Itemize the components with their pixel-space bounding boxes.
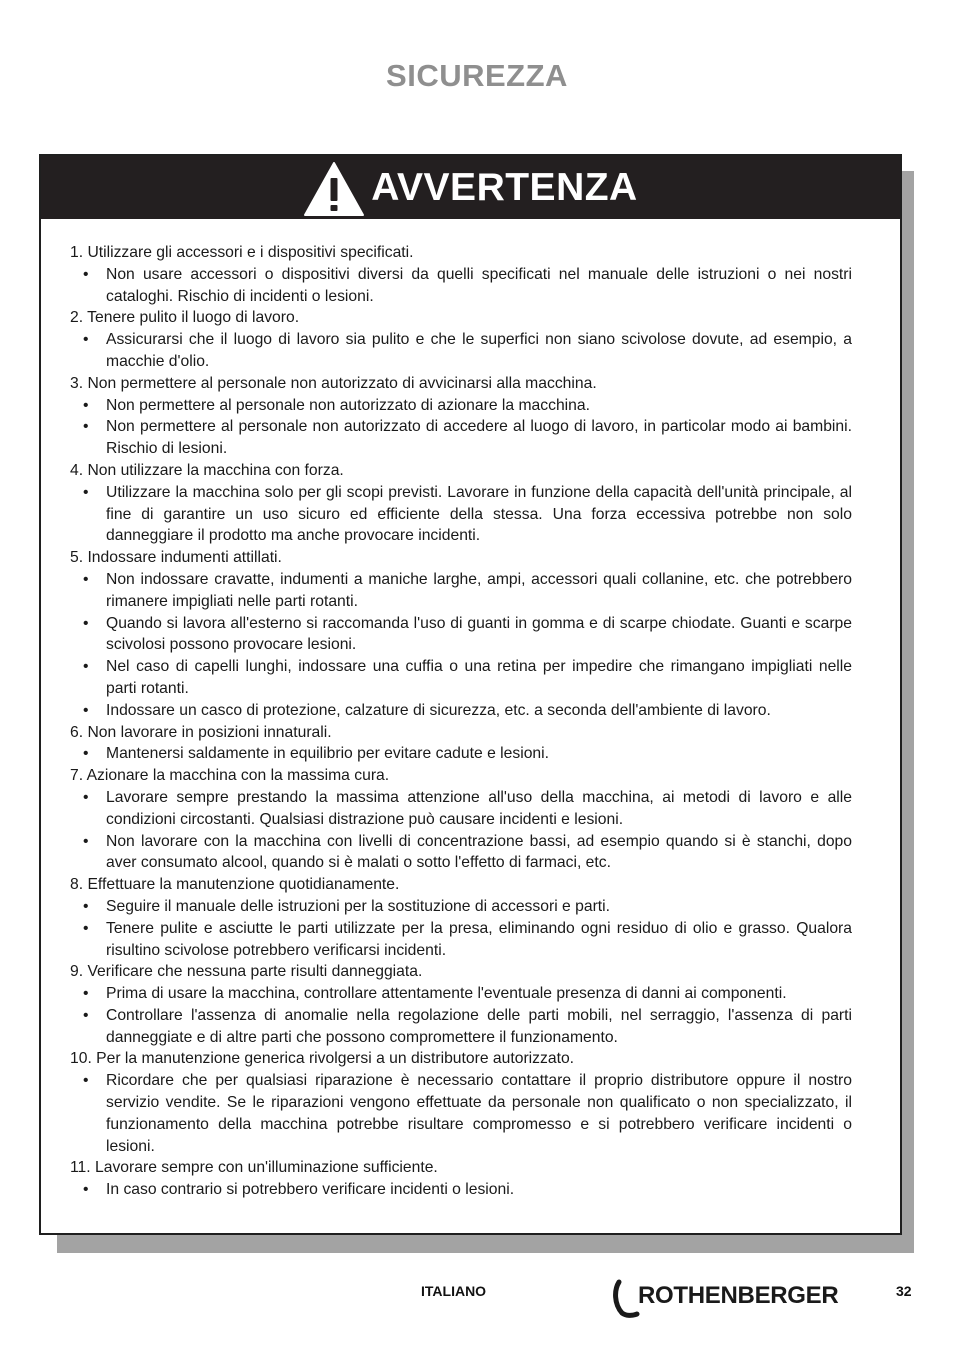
warning-bullet [70,1179,852,1201]
warning-item: 8. Effettuare la manutenzione quotidianamente. [70,876,400,894]
bullet-text: Lavorare sempre prestando la massima attenzione all'uso della macchina, ai metodi di lavoro e alle condizioni circostanti. Qualsiasi distrazione può causare incidenti e lesioni. [106,788,852,828]
bullet-icon: • [83,1072,89,1090]
warning-bullet [70,416,852,460]
footer-language: ITALIANO [421,1283,487,1299]
warning-triangle-icon [303,161,365,217]
warning-bullet [70,896,852,918]
warning-bullet [70,656,852,700]
warning-item: 11. Lavorare sempre con un'illuminazione sufficiente. [70,1159,438,1177]
bullet-icon: • [83,985,89,1003]
bullet-icon: • [83,788,89,806]
bullet-text: Utilizzare la macchina solo per gli scopi previsti. Lavorare in funzione della capacità dell'unità principale, al fine di garantire un uso sicuro ed efficiente della stessa. Una forza eccessiva potrebbe non solo danneggiare il prodotto ma anche provocare incidenti. [106,483,852,545]
bullet-text: Indossare un casco di protezione, calzature di sicurezza, etc. a seconda dell'ambiente di lavoro. [106,701,771,719]
warning-bullet [70,918,852,962]
warning-bullet [70,787,852,831]
bullet-icon: • [83,418,89,436]
bullet-text: Non lavorare con la macchina con livelli di concentrazione bassi, ad esempio quando si è stanchi, dopo aver consumato alcool, quando si è malati o sotto l'effetto di farmaci, etc. [106,832,852,872]
bullet-text: Non permettere al personale non autorizzato di accedere al luogo di lavoro, in particolar modo ai bambini. Rischio di lesioni. [106,418,852,458]
warning-list [70,242,852,1201]
warning-item: 9. Verificare che nessuna parte risulti danneggiata. [70,963,423,981]
bullet-icon: • [83,396,89,414]
bullet-icon: • [83,745,89,763]
page-number: 32 [896,1283,912,1299]
page-title: SICUREZZA [386,58,568,93]
warning-bullet [70,983,852,1005]
bullet-icon: • [83,897,89,915]
bullet-text: Assicurarsi che il luogo di lavoro sia pulito e che le superfici non siano scivolose dovute, ad esempio, a macchie d'olio. [106,331,852,370]
warning-item: 10. Per la manutenzione generica rivolgersi a un distributore autorizzato. [70,1050,575,1068]
warning-bullet [70,1070,852,1157]
bullet-text: Tenere pulite e asciutte le parti utilizzate per la presa, eliminando ogni residuo di olio e grasso. Qualora risultino scivolose potrebbero verificarsi incidenti. [106,919,852,959]
brand-name: ROTHENBERGER [638,1282,839,1309]
warning-bullet [70,329,852,373]
bullet-text: Prima di usare la macchina, controllare attentamente l'eventuale presenza di danni ai componenti. [106,985,787,1003]
warning-bullet [70,700,852,722]
bullet-text: Controllare l'assenza di anomalie nella regolazione delle parti mobili, nel serraggio, l'assenza di parti danneggiate e di altre parti che possono compromettere il funzionamento. [106,1006,852,1046]
bullet-icon: • [83,701,89,719]
bullet-icon: • [83,1006,89,1024]
bullet-icon: • [83,1181,89,1199]
bullet-text: Nel caso di capelli lunghi, indossare una cuffia o una retina per impedire che rimangano impigliati nelle parti rotanti. [106,658,852,697]
bullet-icon: • [83,832,89,850]
bullet-icon: • [83,483,89,501]
bullet-text: Mantenersi saldamente in equilibrio per evitare cadute e lesioni. [106,745,549,763]
bullet-text: In caso contrario si potrebbero verificare incidenti o lesioni. [106,1181,515,1199]
bullet-text: Non indossare cravatte, indumenti a maniche larghe, ampi, accessori quali collanine, etc. che potrebbero rimanere impigliati nelle parti rotanti. [106,570,852,610]
warning-bullet [70,395,852,417]
bullet-text: Quando si lavora all'esterno si raccomanda l'uso di guanti in gomma e di scarpe chiodate. Guanti e scarpe scivolosi possono provocare lesioni. [106,614,852,654]
warning-item: 4. Non utilizzare la macchina con forza. [70,461,344,479]
warning-bullet [70,613,852,657]
bullet-icon: • [83,570,89,588]
warning-bullet [70,482,852,547]
warning-bullet [70,569,852,613]
bullet-icon: • [83,331,89,349]
bullet-text: Seguire il manuale delle istruzioni per la sostituzione di accessori e parti. [106,897,610,915]
warning-item: 5. Indossare indumenti attillati. [70,549,282,567]
brand-logo [612,1278,838,1320]
warning-bullet [70,831,852,875]
warning-item: 2. Tenere pulito il luogo di lavoro. [70,309,300,327]
warning-bullet [70,264,852,308]
warning-title: AVVERTENZA [371,165,638,209]
warning-item: 1. Utilizzare gli accessori e i dispositivi specificati. [70,244,414,261]
warning-box [39,154,902,1235]
bullet-text: Ricordare che per qualsiasi riparazione è necessario contattare il proprio distributore oppure il nostro servizio vendite. Se le riparazioni vengono effettuate da personale non qualificato o non specializzato, il funzionamento della macchina potrebbe risultare compromesso e si potrebbero verificare incidenti o lesioni. [106,1072,852,1155]
warning-bullet [70,1005,852,1049]
bullet-icon: • [83,658,89,676]
bullet-icon: • [83,919,89,937]
bullet-icon: • [83,265,89,283]
warning-item: 6. Non lavorare in posizioni innaturali. [70,723,332,741]
bullet-icon: • [83,614,89,632]
warning-item: 3. Non permettere al personale non autorizzato di avvicinarsi alla macchina. [70,374,597,392]
warning-item: 7. Azionare la macchina con la massima cura. [70,767,390,785]
warning-bullet [70,743,852,765]
bullet-text: Non permettere al personale non autorizzato di azionare la macchina. [106,396,590,414]
warning-banner [41,156,900,219]
bullet-text: Non usare accessori o dispositivi diversi da quelli specificati nel manuale delle istruzioni o nei nostri cataloghi. Rischio di incidenti o lesioni. [106,265,852,305]
